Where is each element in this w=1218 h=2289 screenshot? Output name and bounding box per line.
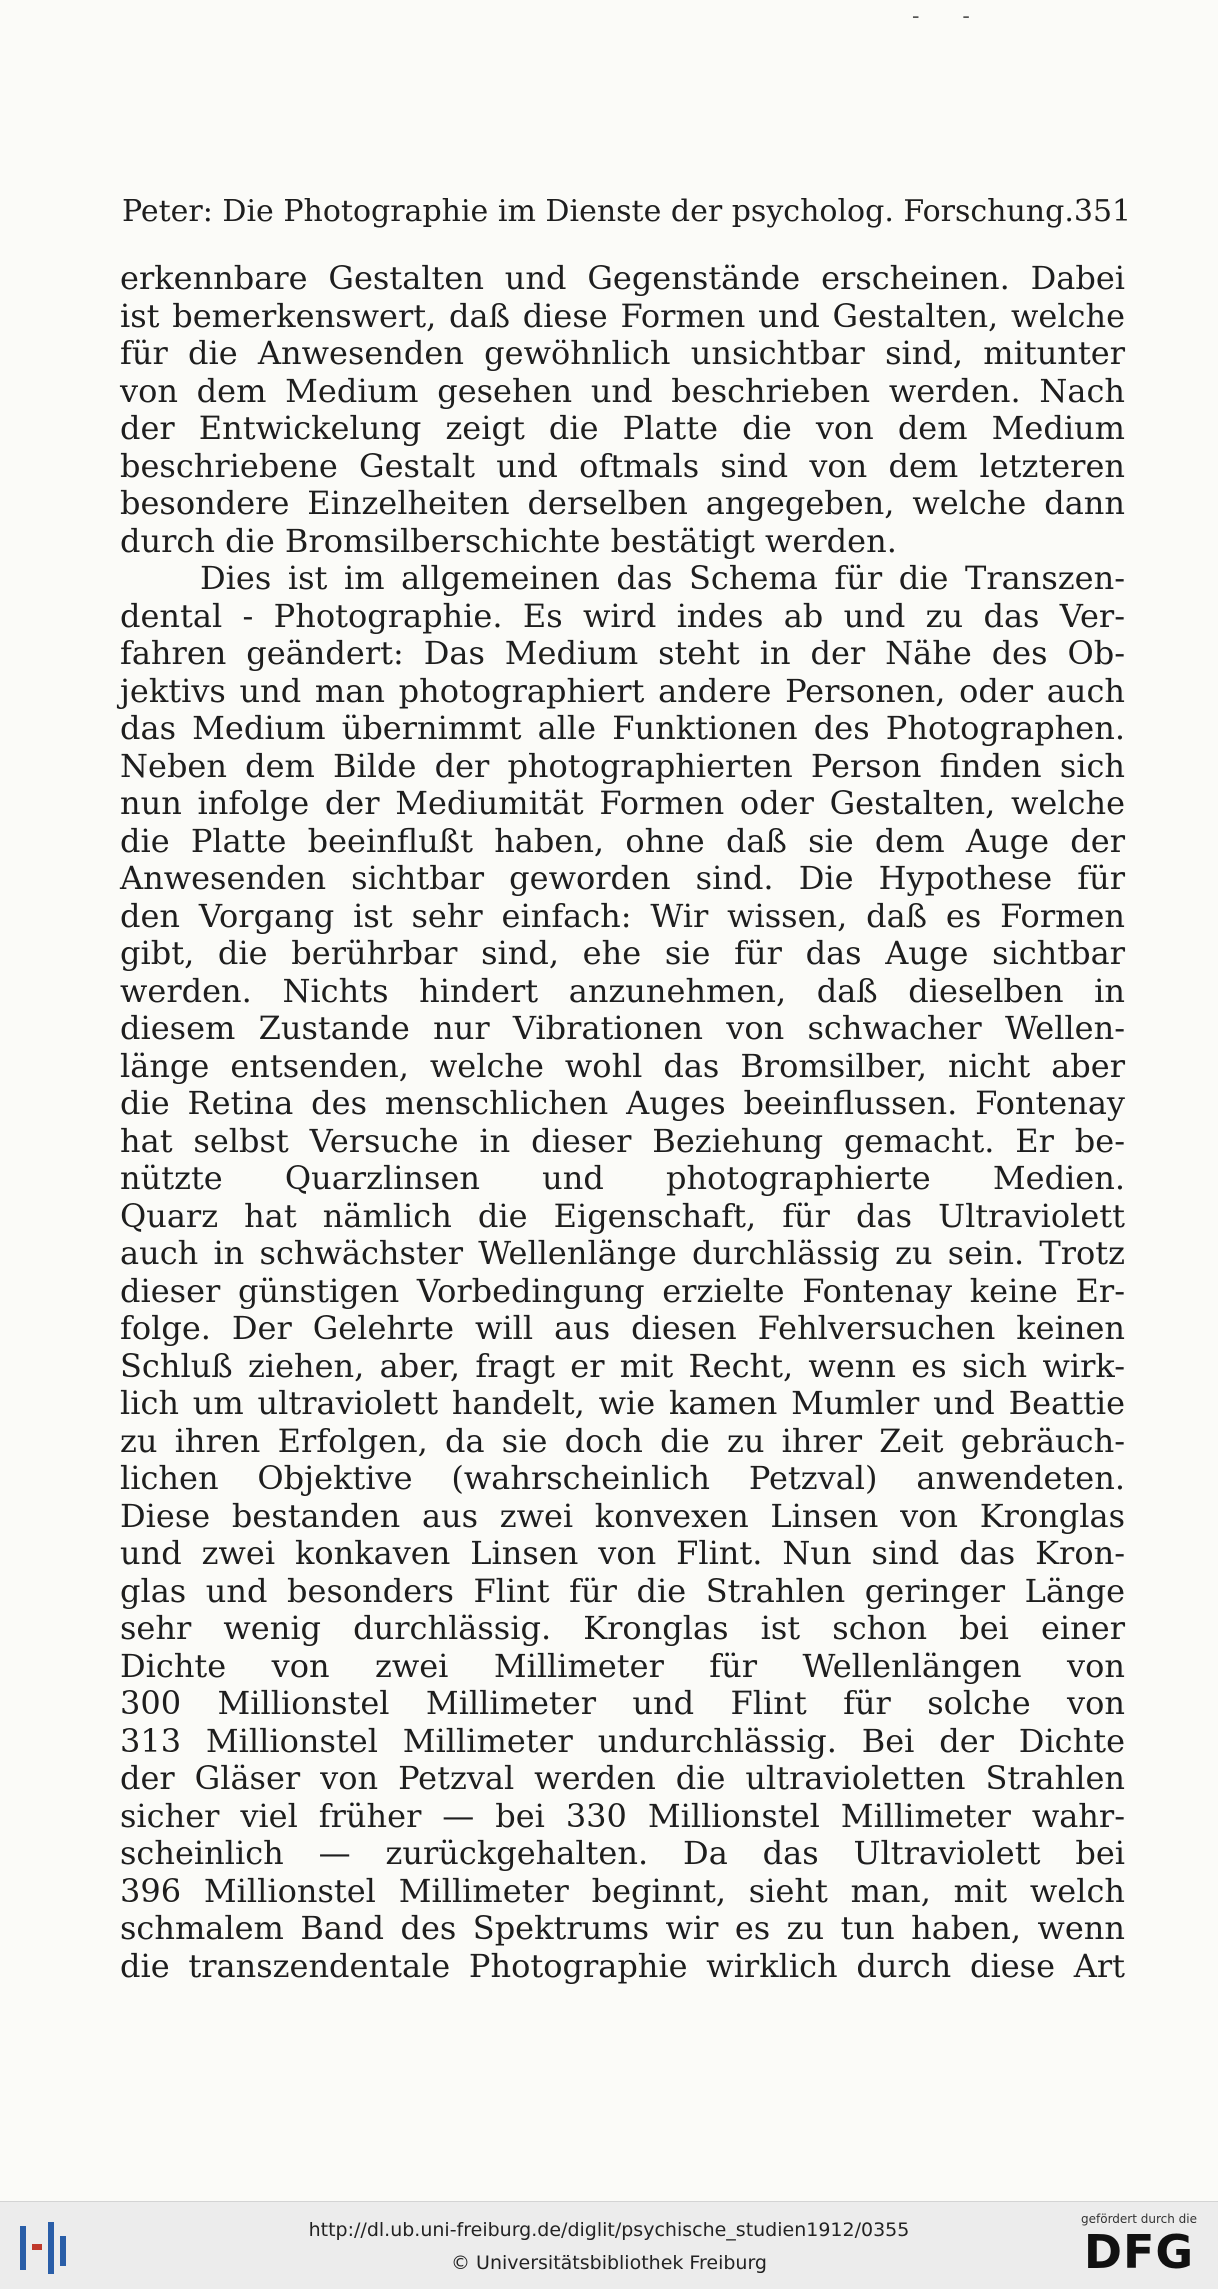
- text-line: dental - Photographie. Es wird indes ab und zu das Ver-: [120, 596, 1125, 635]
- text-line: Schluß ziehen, aber, fragt er mit Recht, wenn es sich wirk-: [120, 1346, 1125, 1385]
- corner-marks: - -: [912, 4, 988, 29]
- text-line: der Entwickelung zeigt die Platte die von dem Medium: [120, 409, 1125, 447]
- text-line: besondere Einzelheiten derselben angegeben, welche dann: [120, 484, 1125, 522]
- text-line: Dies ist im allgemeinen das Schema für die Transzen-: [200, 559, 1125, 597]
- text-line: diesem Zustande nur Vibrationen von schwacher Wellen-: [120, 1009, 1125, 1047]
- text-line: die Platte beeinflußt haben, ohne daß sie dem Auge der: [120, 821, 1125, 860]
- text-line: lich um ultraviolett handelt, wie kamen Mumler und Beattie: [120, 1384, 1125, 1422]
- text-line: ist bemerkenswert, daß diese Formen und Gestalten, welche: [120, 296, 1125, 335]
- text-line: länge entsenden, welche wohl das Bromsilber, nicht aber: [120, 1046, 1125, 1085]
- dfg-logo: [1074, 2212, 1204, 2278]
- footer-copyright: © Universitätsbibliothek Freiburg: [451, 2252, 767, 2274]
- text-line: Dichte von zwei Millimeter für Wellenlängen von: [120, 1646, 1125, 1685]
- text-line: für die Anwesenden gewöhnlich unsichtbar sind, mitunter: [120, 334, 1125, 372]
- text-line: lichen Objektive (wahrscheinlich Petzval) anwendeten.: [120, 1459, 1125, 1497]
- text-line: die Retina des menschlichen Auges beeinflussen. Fontenay: [120, 1084, 1125, 1122]
- text-line: 313 Millionstel Millimeter undurchlässig. Bei der Dichte: [120, 1721, 1125, 1760]
- text-line: auch in schwächster Wellenlänge durchlässig zu sein. Trotz: [120, 1234, 1125, 1272]
- text-line: sehr wenig durchlässig. Kronglas ist schon bei einer: [120, 1609, 1125, 1647]
- text-line: den Vorgang ist sehr einfach: Wir wissen, daß es Formen: [120, 896, 1125, 935]
- running-head: [122, 192, 1132, 232]
- page-number: 351: [1073, 194, 1132, 229]
- text-line: gibt, die berührbar sind, ehe sie für das Auge sichtbar: [120, 934, 1125, 972]
- text-line: und zwei konkaven Linsen von Flint. Nun sind das Kron-: [120, 1534, 1125, 1572]
- text-line: jektivs und man photographiert andere Personen, oder auch: [120, 671, 1125, 710]
- text-line: Quarz hat nämlich die Eigenschaft, für das Ultraviolett: [120, 1196, 1125, 1235]
- body-text: [120, 260, 1125, 1985]
- text-line: scheinlich — zurückgehalten. Da das Ultraviolett bei: [120, 1834, 1125, 1872]
- text-line: erkennbare Gestalten und Gegenstände erscheinen. Dabei: [120, 259, 1125, 297]
- text-line: werden. Nichts hindert anzunehmen, daß dieselben in: [120, 971, 1125, 1010]
- text-line: der Gläser von Petzval werden die ultravioletten Strahlen: [120, 1759, 1125, 1797]
- running-title: Peter: Die Photographie im Dienste der psycholog. Forschung.: [122, 194, 1074, 229]
- text-line: die transzendentale Photographie wirklich durch diese Art: [120, 1946, 1125, 1985]
- text-line: Diese bestanden aus zwei konvexen Linsen von Kronglas: [120, 1496, 1125, 1535]
- dfg-funder-note: gefördert durch die: [1081, 2212, 1197, 2226]
- footer-url-link[interactable]: http://dl.ub.uni-freiburg.de/diglit/psychische_studien1912/0355: [308, 2219, 910, 2241]
- text-line: das Medium übernimmt alle Funktionen des Photographen.: [120, 709, 1125, 747]
- text-line: Anwesenden sichtbar geworden sind. Die Hypothese für: [120, 859, 1125, 897]
- text-line: von dem Medium gesehen und beschrieben werden. Nach: [120, 371, 1125, 410]
- text-line: hat selbst Versuche in dieser Beziehung gemacht. Er be-: [120, 1121, 1125, 1160]
- text-line: folge. Der Gelehrte will aus diesen Fehlversuchen keinen: [120, 1309, 1125, 1347]
- text-line: schmalem Band des Spektrums wir es zu tun haben, wenn: [120, 1909, 1125, 1947]
- dfg-logo-text: DFG: [1083, 2225, 1195, 2279]
- text-line: durch die Bromsilberschichte bestätigt werden.: [120, 521, 897, 560]
- text-line: 300 Millionstel Millimeter und Flint für solche von: [120, 1684, 1125, 1722]
- text-line: Neben dem Bilde der photographierten Person finden sich: [120, 746, 1125, 785]
- text-line: nützte Quarzlinsen und photographierte Medien.: [120, 1159, 1125, 1197]
- text-line: beschriebene Gestalt und oftmals sind von dem letzteren: [120, 446, 1125, 485]
- text-line: glas und besonders Flint für die Strahlen geringer Länge: [120, 1571, 1125, 1610]
- text-line: zu ihren Erfolgen, da sie doch die zu ihrer Zeit gebräuch-: [120, 1421, 1125, 1460]
- text-line: 396 Millionstel Millimeter beginnt, sieht man, mit welch: [120, 1871, 1125, 1910]
- footer-bar: [0, 2201, 1218, 2289]
- text-line: dieser günstigen Vorbedingung erzielte Fontenay keine Er-: [120, 1271, 1125, 1310]
- text-line: nun infolge der Mediumität Formen oder Gestalten, welche: [120, 784, 1125, 822]
- text-line: sicher viel früher — bei 330 Millionstel Millimeter wahr-: [120, 1796, 1125, 1835]
- text-line: fahren geändert: Das Medium steht in der Nähe des Ob-: [120, 634, 1125, 672]
